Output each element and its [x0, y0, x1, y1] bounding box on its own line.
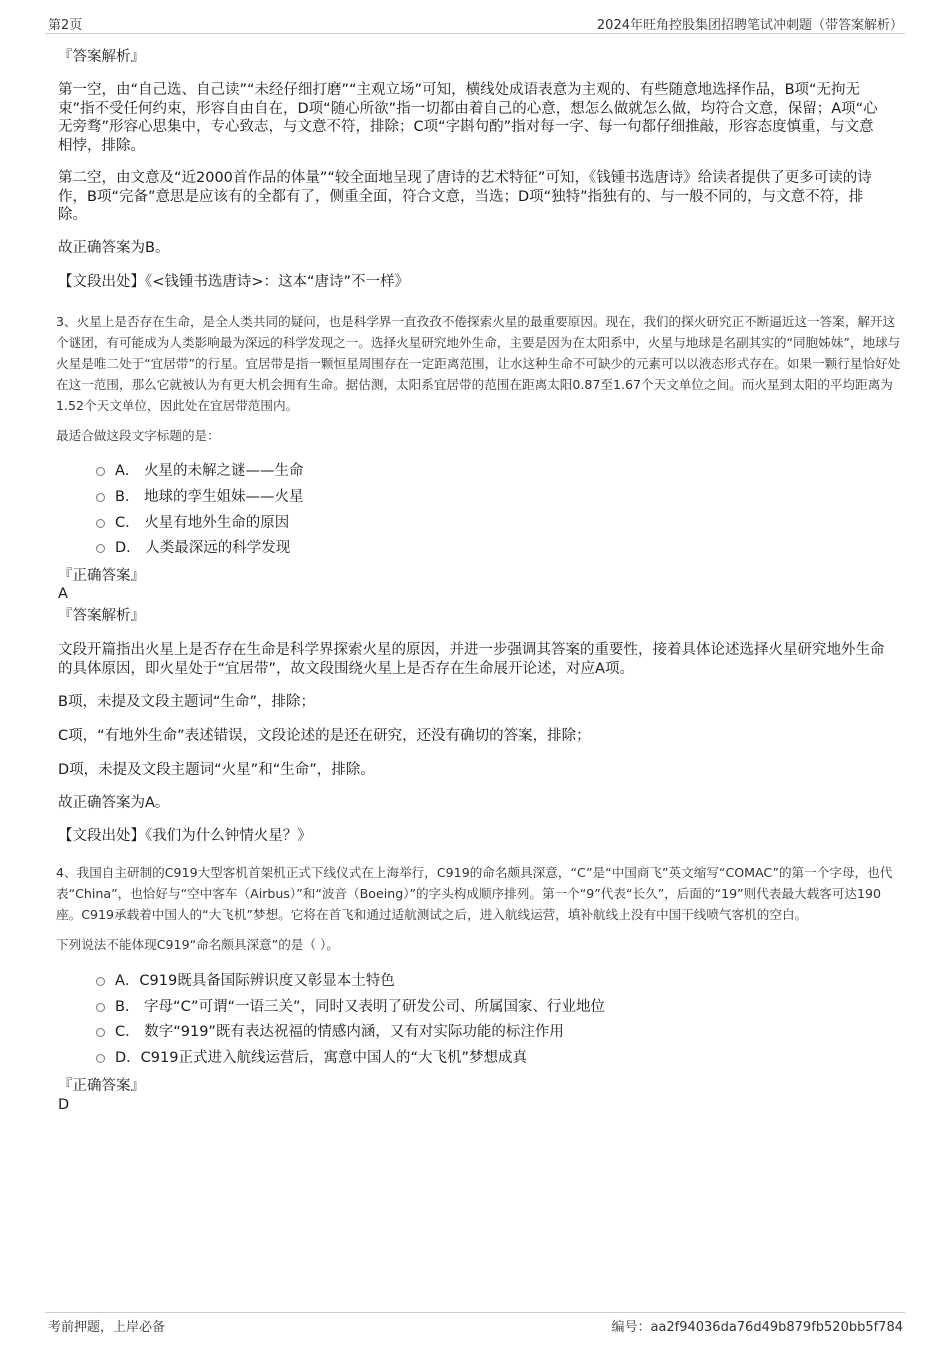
question-3-prompt: 最适合做这段文字标题的是： — [56, 428, 220, 443]
question-3-option-d[interactable]: D． 人类最深远的科学发现 — [96, 539, 290, 559]
radio-icon[interactable] — [96, 467, 105, 476]
page-header — [45, 11, 905, 34]
question-4-option-b[interactable]: B． 字母“C”可谓“一语三关”，同时又表明了研发公司、所属国家、行业地位 — [96, 998, 605, 1018]
analysis-label: 『答案解析』 — [58, 49, 145, 65]
analysis-paragraph: 文段开篇指出火星上是否存在生命是科学界探索火星的原因，并进一步强调其答案的重要性，接着具体论述选择火星研究地外生命的具体原因，即火星处于“宜居带”，故文段围绕火星上是否存在生命展开论述，对应A项。 — [58, 642, 885, 677]
radio-icon[interactable] — [96, 1028, 105, 1037]
correct-answer-label: 『正确答案』 — [58, 1078, 145, 1094]
correct-answer-label: 『正确答案』 — [58, 568, 145, 584]
document-code: 编号：aa2f94036da76d49b879fb520bb5f784 — [611, 1320, 903, 1335]
radio-icon[interactable] — [96, 519, 105, 528]
correct-answer: D — [58, 1097, 70, 1113]
radio-icon[interactable] — [96, 1054, 105, 1063]
source-citation: 【文段出处】《我们为什么钟情火星？》 — [58, 828, 312, 844]
radio-icon[interactable] — [96, 493, 105, 502]
footer-slogan: 考前押题，上岸必备 — [48, 1320, 166, 1335]
question-4-text: 4、我国自主研制的C919大型客机首架机正式下线仪式在上海举行，C919的命名颇具深意，“C”是“中国商飞”英文缩写“COMAC”的第一个字母，也代表“China”，也恰好与“空中客车（Airbus）”和“波音（Boeing）”的字头构成顺序排列。第一个“9”代表“长久”，后面的“19”则代表最大载客可达190座。C919承载着中国人的“大飞机”梦想。它将在首飞和通过适航测试之后，进入航线运营，填补航线上没有中国干线喷气客机的空白。 — [56, 865, 893, 922]
question-4-option-a[interactable]: A．C919既具备国际辨识度又彰显本土特色 — [96, 972, 395, 992]
source-citation: 【文段出处】《<钱锺书选唐诗>：这本“唐诗”不一样》 — [58, 274, 410, 290]
radio-icon[interactable] — [96, 544, 105, 553]
question-3-option-c[interactable]: C． 火星有地外生命的原因 — [96, 514, 289, 534]
radio-icon[interactable] — [96, 1003, 105, 1012]
analysis-paragraph-2: 第二空，由文意及“近2000首作品的体量”“较全面地呈现了唐诗的艺术特征”可知，《钱锺书选唐诗》给读者提供了更多可读的诗作，B项“完备”意思是应该有的全都有了，侧重全面，符合文意，当选；D项“独特”指独有的、与一般不同的，与文意不符，排除。 — [58, 170, 872, 224]
question-3-text: 3、火星上是否存在生命，是全人类共同的疑问，也是科学界一直孜孜不倦探索火星的最重要原因。现在，我们的探火研究正不断逼近这一答案，解开这个谜团，有可能成为人类影响最为深远的科学发现之一。选择火星研究地外生命，主要是因为在太阳系中，火星与地球是名副其实的“同胞姊妹”，地球与火星是唯二处于“宜居带”的行星。宜居带是指一颗恒星周围存在一定距离范围，让水这种生命不可缺少的元素可以以液态形式存在。如果一颗行星恰好处在这一范围，那么它就被认为有更大机会拥有生命。据估测，太阳系宜居带的范围在距离太阳0.87至1.67个天文单位之间。而火星到太阳的平均距离为1.52个天文单位，因此处在宜居带范围内。 — [56, 314, 901, 413]
question-4-prompt: 下列说法不能体现C919“命名颇具深意”的是（ ）。 — [56, 937, 339, 952]
question-3-option-b[interactable]: B． 地球的孪生姐妹——火星 — [96, 488, 304, 508]
analysis-option-b: B项，未提及文段主题词“生命”，排除； — [58, 694, 315, 710]
page-number: 第2页 — [48, 18, 83, 33]
analysis-conclusion: 故正确答案为A。 — [58, 795, 170, 811]
analysis-label: 『答案解析』 — [58, 608, 145, 624]
analysis-option-d: D项，未提及文段主题词“火星”和“生命”，排除。 — [58, 762, 375, 778]
question-3-option-a[interactable]: A． 火星的未解之谜——生命 — [96, 462, 304, 482]
analysis-paragraph-1: 第一空，由“自己选、自己读”“未经仔细打磨”“主观立场”可知，横线处成语表意为主观的、有些随意地选择作品，B项“无拘无束”指不受任何约束，形容自由自在，D项“随心所欲”指一切都由着自己的心意，想怎么做就怎么做，均符合文意，保留；A项“心无旁骛”形容心思集中，专心致志，与文意不符，排除；C项“字斟句酌”指对每一字、每一句都仔细推敲，形容态度慎重，与文意相悖，排除。 — [58, 82, 878, 154]
radio-icon[interactable] — [96, 977, 105, 986]
correct-answer: A — [58, 586, 68, 602]
question-4-option-d[interactable]: D．C919正式进入航线运营后，寓意中国人的“大飞机”梦想成真 — [96, 1049, 527, 1069]
question-4-option-c[interactable]: C． 数字“919”既有表达祝福的情感内涵，又有对实际功能的标注作用 — [96, 1023, 564, 1043]
page-footer — [45, 1312, 905, 1337]
analysis-option-c: C项，“有地外生命”表述错误，文段论述的是还在研究，还没有确切的答案，排除； — [58, 728, 591, 744]
document-title: 2024年旺角控股集团招聘笔试冲刺题（带答案解析） — [596, 18, 903, 33]
analysis-conclusion: 故正确答案为B。 — [58, 240, 170, 256]
